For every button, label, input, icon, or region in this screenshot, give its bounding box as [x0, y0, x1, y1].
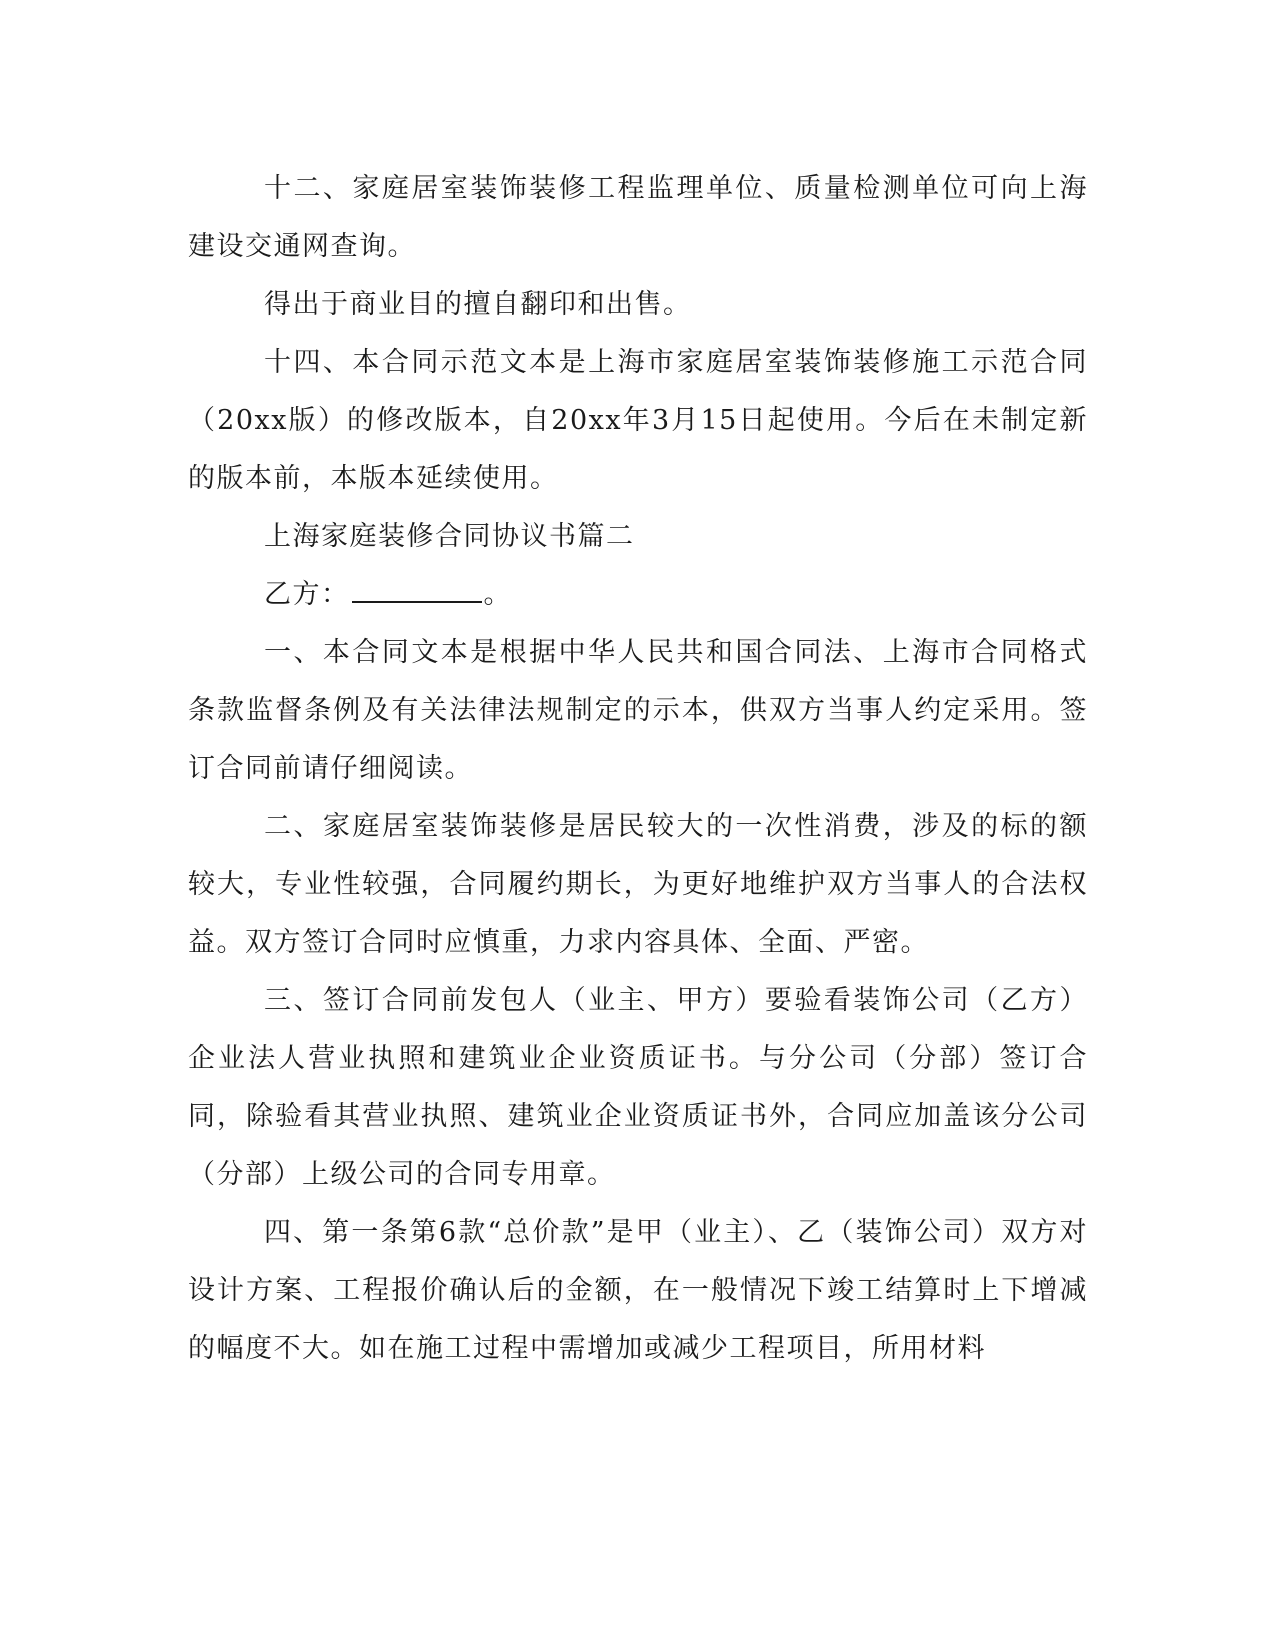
party-b-end: 。 [483, 579, 512, 610]
paragraph-14: 十四、本合同示范文本是上海市家庭居室装饰装修施工示范合同（20xx版）的修改版本，自20xx年3月15日起使用。今后在未制定新的版本前，本版本延续使用。 [188, 347, 1088, 494]
document-body [188, 160, 1088, 1378]
paragraph-1: 一、本合同文本是根据中华人民共和国合同法、上海市合同格式条款监督条例及有关法律法规制定的示本，供双方当事人约定采用。签订合同前请仔细阅读。 [188, 637, 1088, 784]
section-title: 上海家庭装修合同协议书篇二 [264, 521, 635, 552]
paragraph-13-fragment: 得出于商业目的擅自翻印和出售。 [264, 289, 692, 320]
paragraph-2: 二、家庭居室装饰装修是居民较大的一次性消费，涉及的标的额较大，专业性较强，合同履约期长，为更好地维护双方当事人的合法权益。双方签订合同时应慎重，力求内容具体、全面、严密。 [188, 811, 1088, 958]
paragraph-3: 三、签订合同前发包人（业主、甲方）要验看装饰公司（乙方）企业法人营业执照和建筑业企业资质证书。与分公司（分部）签订合同，除验看其营业执照、建筑业企业资质证书外，合同应加盖该分公司（分部）上级公司的合同专用章。 [188, 985, 1088, 1190]
paragraph-4: 四、第一条第6款“总价款”是甲（业主）、乙（装饰公司）双方对设计方案、工程报价确认后的金额，在一般情况下竣工结算时上下增减的幅度不大。如在施工过程中需增加或减少工程项目，所用材料 [188, 1217, 1088, 1364]
paragraph-12: 十二、家庭居室装饰装修工程监理单位、质量检测单位可向上海建设交通网查询。 [188, 173, 1088, 262]
party-b-label: 乙方： [264, 579, 350, 610]
party-b-line [188, 566, 1088, 624]
party-b-blank [352, 569, 482, 603]
